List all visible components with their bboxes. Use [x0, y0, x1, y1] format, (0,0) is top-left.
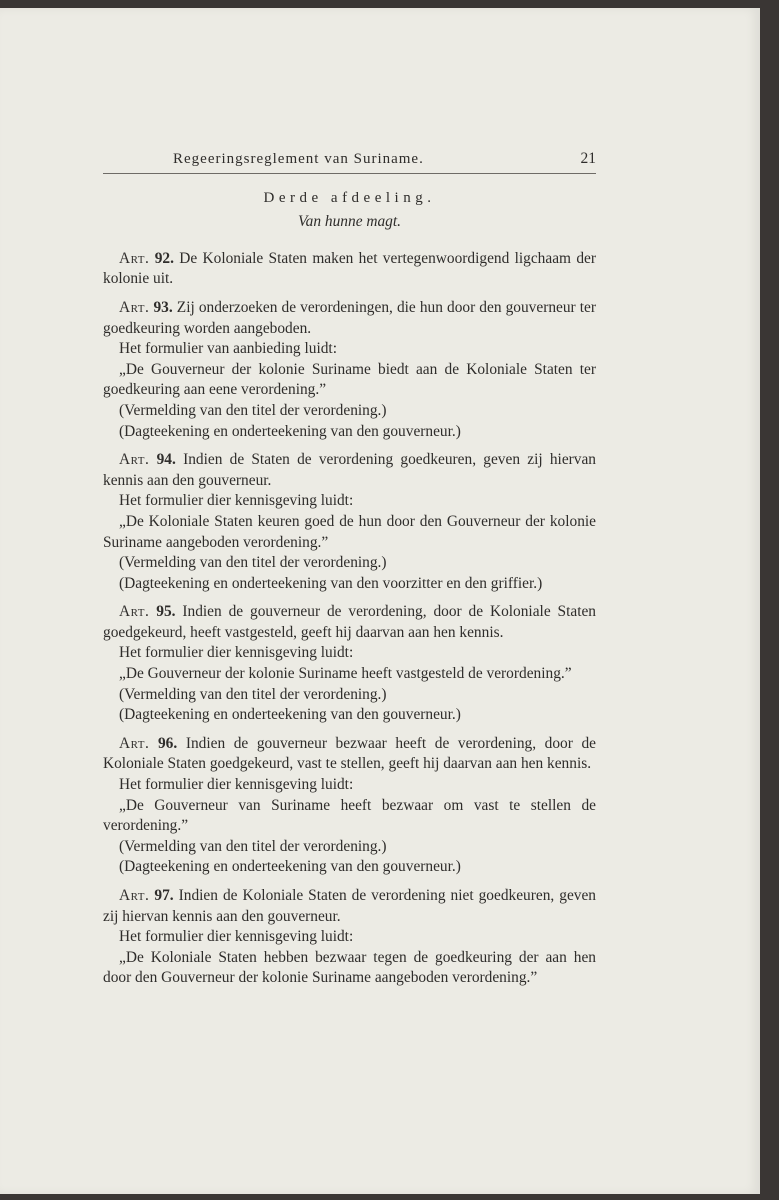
article-label: Art. — [119, 451, 150, 469]
article-paragraph: (Vermelding van den titel der verordening.) — [119, 554, 387, 572]
article-95 — [103, 602, 596, 726]
article-label: Art. — [119, 887, 150, 904]
article-text: Zij onderzoeken de verordeningen, die hun door den gouverneur ter goedkeuring worden aangeboden. — [103, 298, 596, 337]
article-paragraph: „De Gouverneur van Suriname heeft bezwaar om vast te stellen de verordening.” — [103, 796, 596, 835]
article-first-paragraph — [103, 734, 596, 775]
article-paragraph: (Dagteekening en onderteekening van den gouverneur.) — [119, 858, 461, 876]
article-paragraph: Het formulier dier kennisgeving luidt: — [119, 492, 354, 510]
article-number: 97. — [154, 887, 174, 904]
articles-container — [103, 249, 596, 989]
article-number: 94. — [156, 451, 176, 469]
article-paragraph: (Dagteekening en onderteekening van den gouverneur.) — [119, 706, 461, 724]
article-92 — [103, 249, 596, 290]
article-label: Art. — [119, 298, 150, 316]
article-94 — [103, 450, 596, 594]
article-first-paragraph — [103, 249, 596, 290]
article-number: 93. — [153, 298, 173, 316]
article-paragraph: Het formulier dier kennisgeving luidt: — [119, 776, 354, 794]
article-text: De Koloniale Staten maken het vertegenwoordigend ligchaam der kolonie uit. — [103, 249, 596, 288]
article-paragraph: Het formulier dier kennisgeving luidt: — [119, 644, 354, 662]
running-title: Regeeringsreglement van Suriname. — [173, 151, 424, 167]
article-paragraph: Het formulier dier kennisgeving luidt: — [119, 928, 354, 946]
article-first-paragraph — [103, 886, 596, 927]
article-first-paragraph — [103, 602, 596, 643]
article-paragraph: (Dagteekening en onderteekening van den gouverneur.) — [119, 422, 461, 440]
article-number: 95. — [156, 603, 176, 621]
article-label: Art. — [119, 249, 150, 267]
page-text-block — [103, 143, 596, 997]
article-paragraph: „De Koloniale Staten hebben bezwaar tegen de goedkeuring der aan hen door den Gouverneur der kolonie Suriname aangeboden verordening.” — [103, 948, 596, 987]
article-number: 96. — [157, 734, 178, 752]
article-paragraph: (Vermelding van den titel der verordening.) — [119, 685, 387, 703]
article-paragraph: „De Koloniale Staten keuren goed de hun door den Gouverneur der kolonie Suriname aangeboden verordening.” — [103, 512, 596, 551]
article-text: Indien de gouverneur bezwaar heeft de verordening, door de Koloniale Staten goedgekeurd, vast te stellen, geeft hij daarvan aan hen kennis. — [103, 734, 597, 773]
article-paragraph: (Dagteekening en onderteekening van den voorzitter en den griffier.) — [119, 574, 543, 592]
article-label: Art. — [119, 603, 150, 621]
article-number: 92. — [154, 249, 174, 267]
section-subheading: Van hunne magt. — [297, 213, 402, 231]
article-93 — [103, 298, 596, 442]
article-text: Indien de Koloniale Staten de verordening niet goedkeuren, geven zij hiervan kennis aan den gouverneur. — [103, 887, 597, 925]
article-96 — [103, 734, 596, 878]
article-text: Indien de gouverneur de verordening, door de Koloniale Staten goedgekeurd, heeft vastgesteld, geeft hij daarvan aan hen kennis. — [103, 603, 596, 641]
article-first-paragraph — [103, 298, 596, 339]
section-heading: Derde afdeeling. — [263, 189, 436, 206]
page-number: 21 — [580, 150, 596, 167]
article-paragraph: „De Gouverneur der kolonie Suriname heeft vastgesteld de verordening.” — [119, 665, 572, 683]
article-paragraph: „De Gouverneur der kolonie Suriname biedt aan de Koloniale Staten ter goedkeuring aan eene verordening.” — [103, 360, 596, 399]
article-paragraph: (Vermelding van den titel der verordening.) — [119, 837, 387, 855]
article-paragraph: (Vermelding van den titel der verordening.) — [119, 401, 387, 419]
book-page — [0, 8, 760, 1194]
article-first-paragraph — [103, 450, 596, 491]
article-paragraph: Het formulier van aanbieding luidt: — [119, 340, 337, 358]
article-label: Art. — [119, 734, 150, 752]
running-header — [103, 143, 596, 174]
article-97 — [103, 886, 596, 989]
article-text: Indien de Staten de verordening goedkeuren, geven zij hiervan kennis aan den gouverneur. — [103, 451, 596, 489]
